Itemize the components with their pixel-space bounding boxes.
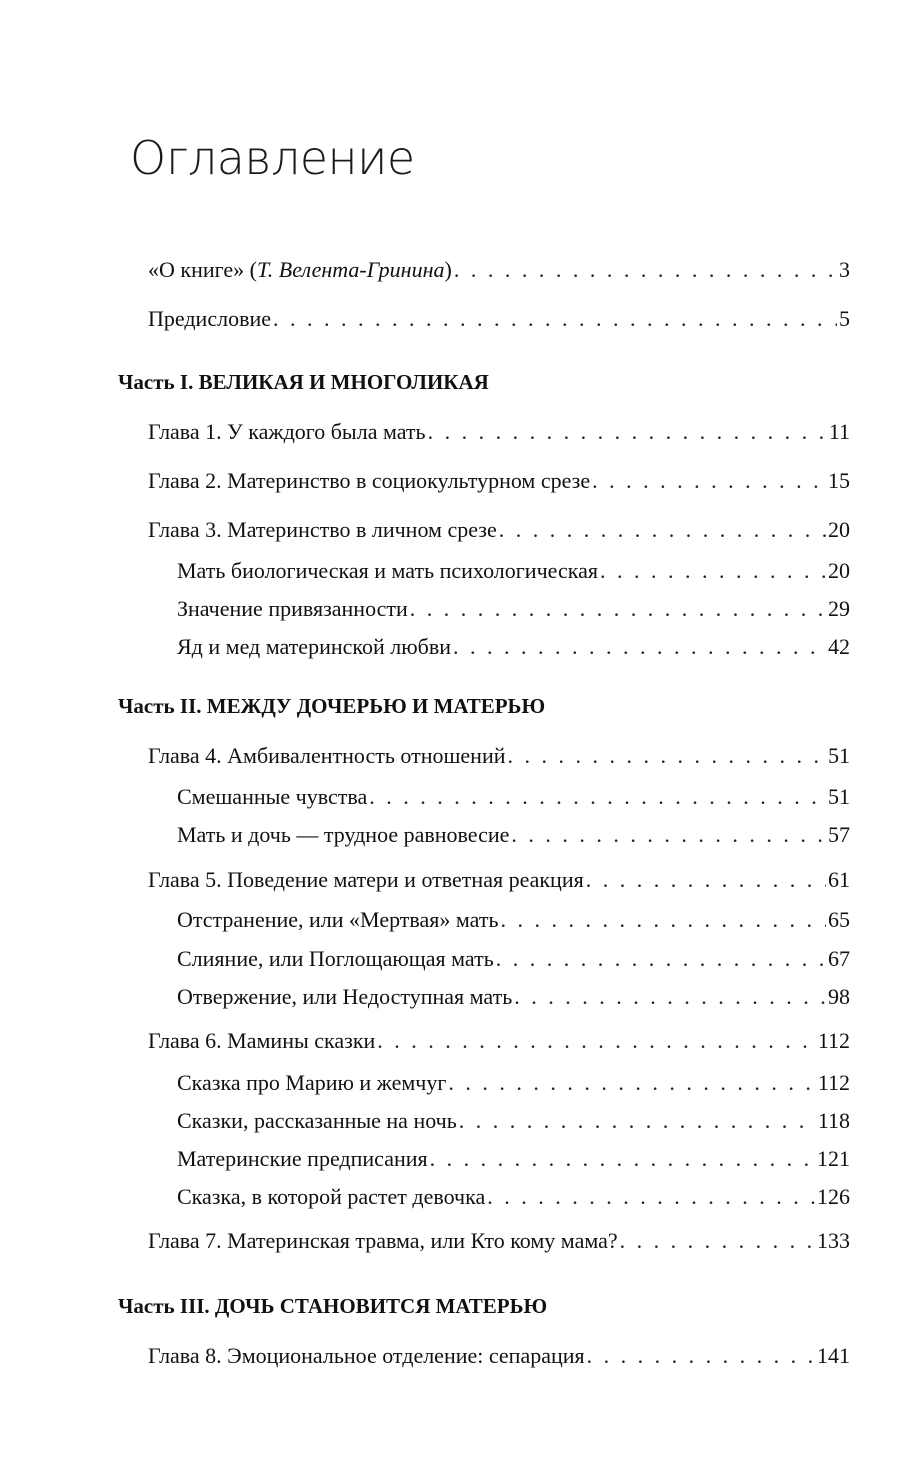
dot-leader: [496, 945, 826, 973]
toc-entry-page: 20: [828, 558, 850, 583]
toc-entry-label: Глава 2. Материнство в социокультурном срезе: [148, 468, 591, 493]
toc-chapter-entry[interactable]: [148, 1342, 850, 1370]
toc-entry-label: Сказка про Марию и жемчуг: [177, 1070, 447, 1095]
toc-chapter-entry[interactable]: [148, 866, 850, 894]
toc-entry-about-book[interactable]: [148, 256, 850, 284]
toc-entry-page: 11: [828, 419, 850, 444]
toc-section-entry[interactable]: [177, 1183, 850, 1211]
dot-leader: [454, 256, 837, 284]
toc-section-entry[interactable]: [177, 821, 850, 849]
toc-entry-label: Глава 8. Эмоциональное отделение: сепарация: [148, 1343, 585, 1368]
dot-leader: [592, 467, 826, 495]
dot-leader: [428, 418, 827, 446]
toc-entry-page: 20: [828, 517, 850, 542]
dot-leader: [600, 557, 826, 585]
toc-chapter-entry[interactable]: [148, 516, 850, 544]
dot-leader: [620, 1227, 815, 1255]
toc-entry-page: 51: [828, 743, 850, 768]
toc-entry-page: 51: [828, 784, 850, 809]
toc-entry-preface[interactable]: [148, 305, 850, 333]
toc-section-entry[interactable]: [177, 1145, 850, 1173]
dot-leader: [410, 595, 826, 623]
toc-part-label: Часть I. ВЕЛИКАЯ И МНОГОЛИКАЯ: [118, 370, 489, 394]
dot-leader: [514, 983, 826, 1011]
toc-part-label: Часть II. МЕЖДУ ДОЧЕРЬЮ И МАТЕРЬЮ: [118, 694, 546, 718]
dot-leader: [459, 1107, 816, 1135]
toc-entry-label: Предисловие: [148, 306, 271, 331]
toc-chapter-entry[interactable]: [148, 1027, 850, 1055]
toc-entry-label: Слияние, или Поглощающая мать: [177, 946, 494, 971]
toc-entry-page: 5: [839, 306, 850, 331]
toc-part-heading[interactable]: [118, 692, 850, 720]
toc-entry-page: 112: [817, 1070, 850, 1095]
toc-entry-label: Глава 6. Мамины сказки: [148, 1028, 376, 1053]
toc-part-heading[interactable]: [118, 368, 850, 396]
toc-part-heading[interactable]: [118, 1292, 850, 1320]
toc-entry-label: Глава 1. У каждого была мать: [148, 419, 426, 444]
toc-entry-label: «О книге» (Т. Велента-Гринина): [148, 257, 452, 282]
toc-entry-page: 29: [828, 596, 850, 621]
toc-entry-label: Сказки, рассказанные на ночь: [177, 1108, 457, 1133]
toc-entry-page: 57: [828, 822, 850, 847]
toc-section-entry[interactable]: [177, 983, 850, 1011]
toc-entry-label: Мать биологическая и мать психологическая: [177, 558, 598, 583]
page-title: Оглавление: [130, 131, 415, 185]
dot-leader: [377, 1027, 816, 1055]
toc-entry-page: 141: [817, 1343, 850, 1368]
toc-entry-page: 112: [817, 1028, 850, 1053]
toc-entry-page: 133: [817, 1228, 850, 1253]
toc-section-entry[interactable]: [177, 595, 850, 623]
toc-entry-page: 126: [817, 1184, 850, 1209]
toc-entry-label: Материнские предписания: [177, 1146, 428, 1171]
toc-entry-label: Глава 7. Материнская травма, или Кто кому мама?: [148, 1228, 618, 1253]
toc-entry-label: Отстранение, или «Мертвая» мать: [177, 907, 499, 932]
toc-entry-page: 61: [828, 867, 850, 892]
toc-chapter-entry[interactable]: [148, 742, 850, 770]
toc-entry-label: Отвержение, или Недоступная мать: [177, 984, 513, 1009]
toc-entry-label: Глава 3. Материнство в личном срезе: [148, 517, 497, 542]
toc-entry-page: 98: [828, 984, 850, 1009]
toc-section-entry[interactable]: [177, 633, 850, 661]
dot-leader: [508, 742, 827, 770]
toc-section-entry[interactable]: [177, 906, 850, 934]
dot-leader: [273, 305, 837, 333]
toc-entry-page: 65: [828, 907, 850, 932]
toc-entry-label: Глава 4. Амбивалентность отношений: [148, 743, 506, 768]
toc-entry-page: 3: [839, 257, 850, 282]
toc-section-entry[interactable]: [177, 557, 850, 585]
dot-leader: [369, 783, 826, 811]
toc-chapter-entry[interactable]: [148, 467, 850, 495]
toc-entry-page: 121: [817, 1146, 850, 1171]
dot-leader: [453, 633, 826, 661]
dot-leader: [448, 1069, 815, 1097]
dot-leader: [511, 821, 826, 849]
toc-entry-label: Значение привязанности: [177, 596, 408, 621]
toc-entry-label: Смешанные чувства: [177, 784, 368, 809]
toc-entry-label: Сказка, в которой растет девочка: [177, 1184, 486, 1209]
toc-entry-page: 15: [828, 468, 850, 493]
toc-section-entry[interactable]: [177, 945, 850, 973]
dot-leader: [430, 1145, 815, 1173]
toc-entry-page: 42: [828, 634, 850, 659]
dot-leader: [487, 1183, 815, 1211]
toc-entry-author: Т. Велента-Гринина: [256, 257, 445, 282]
toc-entry-page: 67: [828, 946, 850, 971]
toc-chapter-entry[interactable]: [148, 418, 850, 446]
dot-leader: [501, 906, 826, 934]
toc-part-label: Часть III. ДОЧЬ СТАНОВИТСЯ МАТЕРЬЮ: [118, 1294, 548, 1318]
dot-leader: [499, 516, 826, 544]
toc-section-entry[interactable]: [177, 783, 850, 811]
toc-entry-label: Яд и мед материнской любви: [177, 634, 452, 659]
dot-leader: [586, 866, 826, 894]
dot-leader: [587, 1342, 815, 1370]
toc-section-entry[interactable]: [177, 1069, 850, 1097]
toc-entry-page: 118: [817, 1108, 850, 1133]
toc-section-entry[interactable]: [177, 1107, 850, 1135]
toc-entry-label: Глава 5. Поведение матери и ответная реакция: [148, 867, 584, 892]
toc-entry-label: Мать и дочь — трудное равновесие: [177, 822, 510, 847]
toc-chapter-entry[interactable]: [148, 1227, 850, 1255]
